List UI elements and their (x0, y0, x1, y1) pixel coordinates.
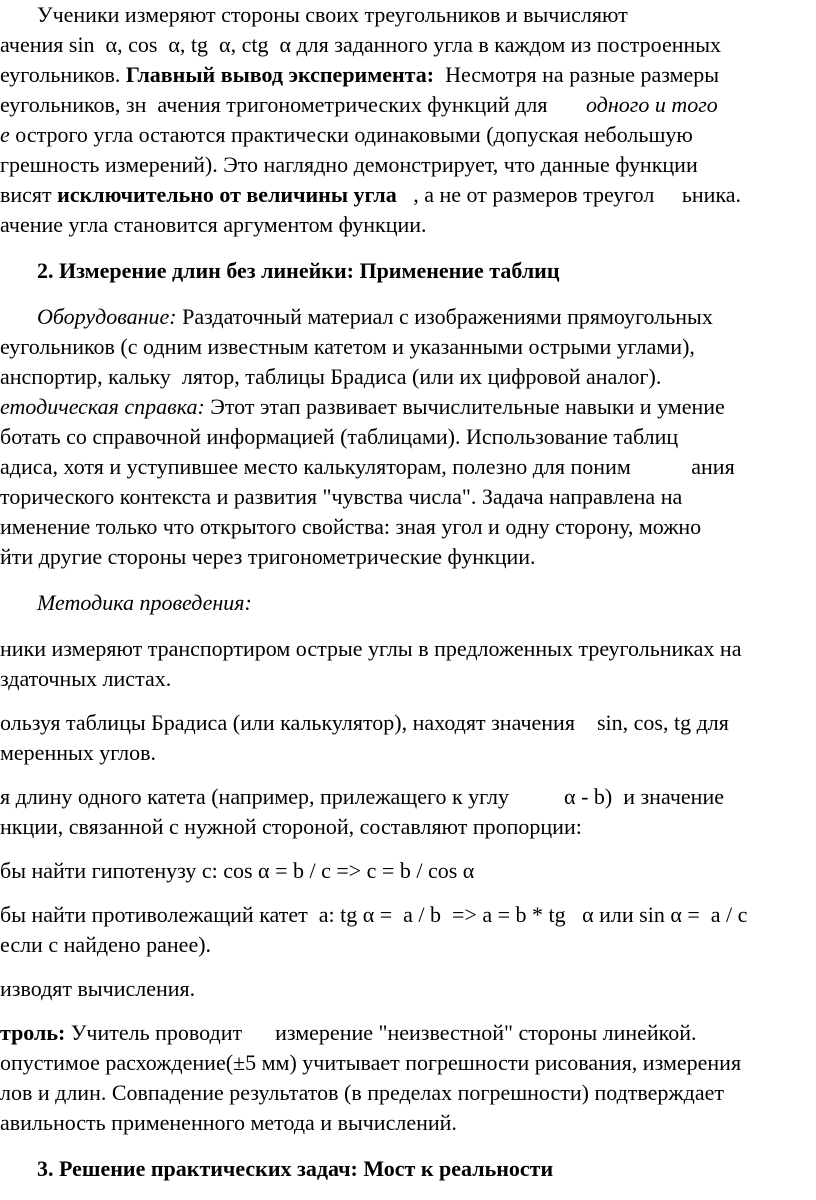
list-item: ользуя таблицы Брадиса (или калькулятор), находят значения sin, cos, tg для (0, 710, 729, 735)
list-item: изводят вычисления. (0, 976, 196, 1001)
list-item: я длину одного катета (например, прилежащего к углу α - b) и значение (0, 784, 724, 809)
paragraph-line (37, 2, 628, 28)
text-span: опустимое расхождение(±5 мм) учитывает погрешности рисования, измерения (0, 1050, 742, 1075)
text-span: Раздаточный материал с изображениями прямоугольных (176, 304, 713, 329)
list-item: здаточных листах. (0, 666, 172, 691)
text-span: Учитель проводит измерение "неизвестной" стороны линейкой. (65, 1020, 697, 1045)
list-item: нкции, связанной с нужной стороной, составляют пропорции: (0, 814, 582, 839)
text-span: именение только что открытого свойства: зная угол и одну сторону, можно (0, 514, 702, 539)
paragraph-line (0, 1050, 741, 1076)
text-span: висят (0, 182, 58, 207)
text-span: Ученики измеряют стороны своих треугольников и вычисляют (37, 2, 628, 27)
text-span: авильность примененного метода и вычислений. (0, 1110, 457, 1135)
list-item: ники измеряют транспортиром острые углы в предложенных треугольниках на (0, 636, 742, 661)
italic-label: етодическая справка: (0, 394, 205, 419)
text-span: Несмотря на разные размеры (434, 62, 720, 87)
paragraph-line (37, 304, 713, 330)
italic-text: одного и того (585, 92, 718, 117)
text-span: йти другие стороны через тригонометрические функции. (0, 544, 536, 569)
italic-text: е (0, 122, 10, 147)
paragraph-line (0, 122, 693, 148)
text-span: анспортир, кальку лятор, таблицы Брадиса (или их цифровой аналог). (0, 364, 662, 389)
text-span: грешность измерений). Это наглядно демонстрирует, что данные функции (0, 152, 698, 177)
paragraph-line (0, 1020, 697, 1046)
paragraph-line (0, 182, 741, 208)
text-span: торического контекста и развития "чувства числа". Задача направлена на (0, 484, 683, 509)
paragraph-line (0, 394, 725, 420)
list-item: меренных углов. (0, 740, 157, 765)
text-span: еугольников (с одним известным катетом и указанными острыми углами), (0, 334, 695, 359)
paragraph-line (0, 62, 719, 88)
paragraph-line (0, 1080, 724, 1106)
text-span: еугольников. (0, 62, 126, 87)
italic-label: Оборудование: (37, 304, 177, 329)
text-span: ачения sin α, cos α, tg α, ctg α для заданного угла в каждом из построенных (0, 32, 722, 57)
bold-text: Главный вывод эксперимента: (125, 62, 435, 87)
text-span: Этот этап развивает вычислительные навыки и умение (204, 394, 725, 419)
paragraph-line (0, 334, 695, 360)
paragraph-line (0, 152, 698, 178)
list-item: бы найти гипотенузу c: cos α = b / c => c = b / cos α (0, 858, 475, 883)
paragraph-line (0, 424, 678, 450)
list-item: если c найдено ранее). (0, 932, 212, 957)
paragraph-line (0, 32, 721, 58)
paragraph-line (0, 1110, 457, 1136)
paragraph-line (0, 364, 661, 390)
paragraph-line (0, 92, 718, 118)
text-span: ботать со справочной информацией (таблицами). Использование таблиц (0, 424, 679, 449)
text-span: еугольников, зн ачения тригонометрических функций для (0, 92, 586, 117)
text-span: ачение угла становится аргументом функции. (0, 212, 427, 237)
paragraph-line (0, 454, 735, 480)
paragraph-line (0, 514, 701, 540)
text-span: адиса, хотя и уступившее место калькуляторам, полезно для поним ания (0, 454, 735, 479)
paragraph-line (0, 544, 536, 570)
section-heading: 3. Решение практических задач: Мост к реальности (37, 1156, 554, 1181)
text-span: лов и длин. Совпадение результатов (в пределах погрешности) подтверждает (0, 1080, 724, 1105)
text-span: острого угла остаются практически одинаковыми (допуская небольшую (9, 122, 693, 147)
bold-text: исключительно от величины угла (57, 182, 397, 207)
section-heading: 2. Измерение длин без линейки: Применение таблиц (37, 258, 560, 283)
text-span: , а не от размеров треугол ьника. (396, 182, 742, 207)
paragraph-line (0, 484, 682, 510)
bold-label: троль: (0, 1020, 66, 1045)
procedure-label: Методика проведения: (37, 590, 252, 615)
list-item: бы найти противолежащий катет a: tg α = a / b => a = b * tg α или sin α = a / c (0, 902, 748, 927)
paragraph-line (0, 212, 427, 238)
